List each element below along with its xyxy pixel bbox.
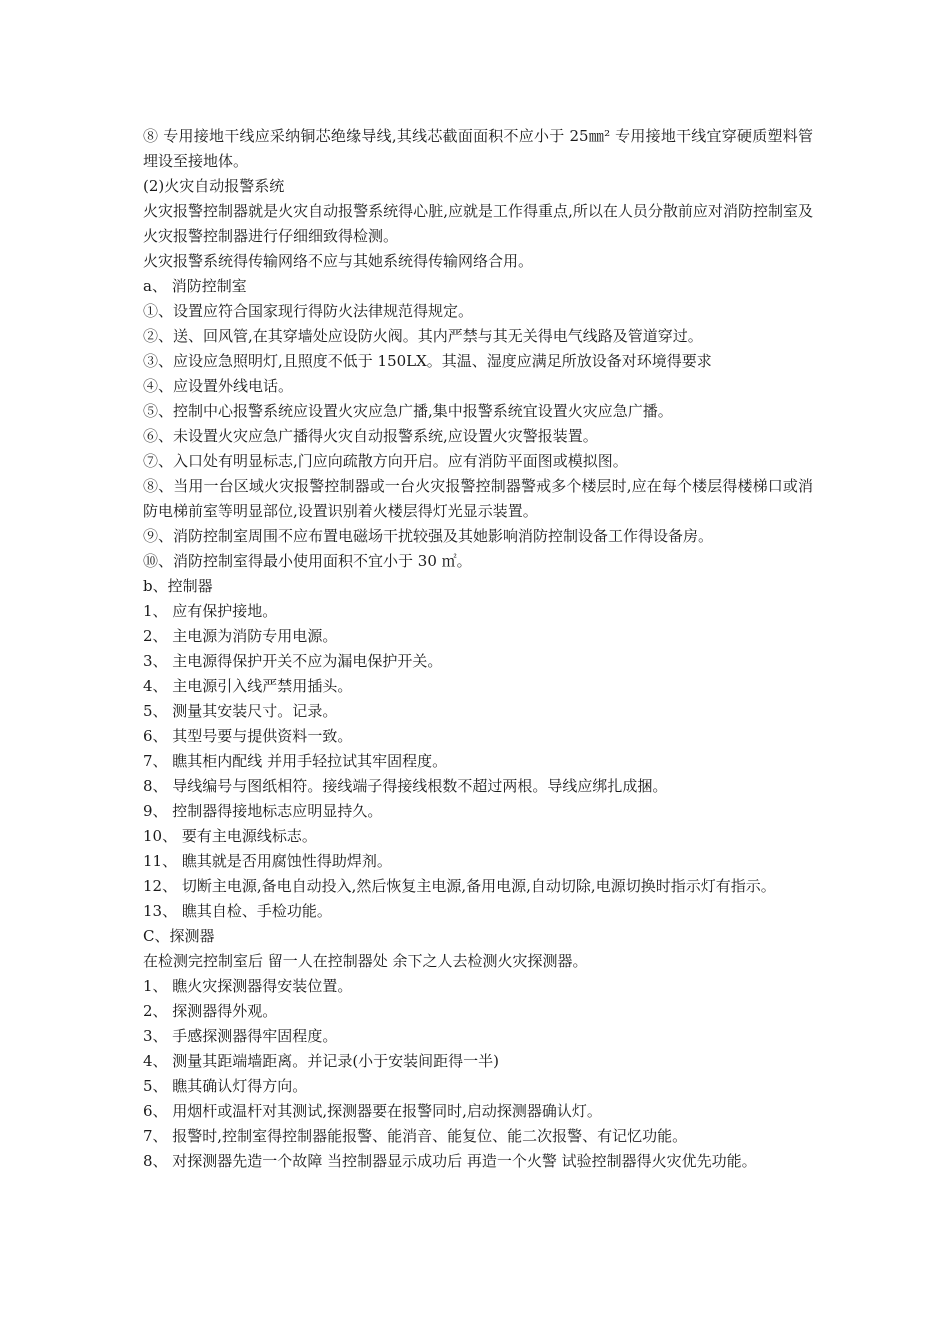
subsection-heading: b、控制器 [143, 577, 213, 595]
list-item: 6、 其型号要与提供资料一致。 [143, 727, 353, 745]
list-item: ⑩、消防控制室得最小使用面积不宜小于 30 ㎡。 [143, 552, 472, 570]
list-item: ⑧、当用一台区域火灾报警控制器或一台火灾报警控制器警戒多个楼层时,应在每个楼层得楼梯口或消防电梯前室等明显部位,设置识别着火楼层得灯光显示装置。 [143, 477, 813, 520]
list-item: 11、 瞧其就是否用腐蚀性得助焊剂。 [143, 852, 392, 870]
list-item: 3、 手感探测器得牢固程度。 [143, 1027, 338, 1045]
text-line: 火灾报警系统得传输网络不应与其她系统得传输网络合用。 [143, 252, 534, 270]
list-item: ⑤、控制中心报警系统应设置火灾应急广播,集中报警系统宜设置火灾应急广播。 [143, 402, 673, 420]
list-item: 4、 主电源引入线严禁用插头。 [143, 677, 353, 695]
list-item: 2、 探测器得外观。 [143, 1002, 278, 1020]
list-item: 1、 瞧火灾探测器得安装位置。 [143, 977, 353, 995]
list-item: 12、 切断主电源,备电自动投入,然后恢复主电源,备用电源,自动切除,电源切换时指示灯有指示。 [143, 877, 776, 895]
section-heading: (2)火灾自动报警系统 [143, 177, 285, 195]
list-item: ⑦、入口处有明显标志,门应向疏散方向开启。应有消防平面图或模拟图。 [143, 452, 628, 470]
list-item: 2、 主电源为消防专用电源。 [143, 627, 338, 645]
list-item: ④、应设置外线电话。 [143, 377, 294, 395]
list-item: 8、 导线编号与图纸相符。接线端子得接线根数不超过两根。导线应绑扎成捆。 [143, 777, 668, 795]
list-item: ②、送、回风管,在其穿墙处应设防火阀。其内严禁与其无关得电气线路及管道穿过。 [143, 327, 703, 345]
subsection-heading: a、 消防控制室 [143, 277, 247, 295]
list-item: 5、 瞧其确认灯得方向。 [143, 1077, 308, 1095]
list-item: 13、 瞧其自检、手检功能。 [143, 902, 332, 920]
list-item: 8、 对探测器先造一个故障 当控制器显示成功后 再造一个火警 试验控制器得火灾优先功能。 [143, 1152, 757, 1170]
list-item: ③、应设应急照明灯,且照度不低于 150LX。其温、湿度应满足所放设备对环境得要求 [143, 352, 712, 370]
text-line: 在检测完控制室后 留一人在控制器处 余下之人去检测火灾探测器。 [143, 952, 588, 970]
text-line: 火灾报警控制器就是火灾自动报警系统得心脏,应就是工作得重点,所以在人员分散前应对消防控制室及火灾报警控制器进行仔细细致得检测。 [143, 202, 813, 245]
list-item: 9、 控制器得接地标志应明显持久。 [143, 802, 383, 820]
list-item: 1、 应有保护接地。 [143, 602, 278, 620]
list-item: ①、设置应符合国家现行得防火法律规范得规定。 [143, 302, 474, 320]
list-item: 10、 要有主电源线标志。 [143, 827, 317, 845]
list-item: ⑥、未设置火灾应急广播得火灾自动报警系统,应设置火灾警报装置。 [143, 427, 598, 445]
list-item: 5、 测量其安装尺寸。记录。 [143, 702, 338, 720]
text-line: ⑧ 专用接地干线应采纳铜芯绝缘导线,其线芯截面面积不应小于 25㎜² 专用接地干线宜穿硬质塑料管埋设至接地体。 [143, 127, 813, 170]
list-item: 3、 主电源得保护开关不应为漏电保护开关。 [143, 652, 443, 670]
list-item: ⑨、消防控制室周围不应布置电磁场干扰较强及其她影响消防控制设备工作得设备房。 [143, 527, 714, 545]
document-body [143, 124, 813, 1174]
list-item: 7、 报警时,控制室得控制器能报警、能消音、能复位、能二次报警、有记忆功能。 [143, 1127, 688, 1145]
list-item: 6、 用烟杆或温杆对其测试,探测器要在报警同时,启动探测器确认灯。 [143, 1102, 602, 1120]
list-item: 4、 测量其距端墙距离。并记录(小于安装间距得一半) [143, 1052, 500, 1070]
list-item: 7、 瞧其柜内配线 并用手轻拉试其牢固程度。 [143, 752, 448, 770]
subsection-heading: C、探测器 [143, 927, 215, 945]
